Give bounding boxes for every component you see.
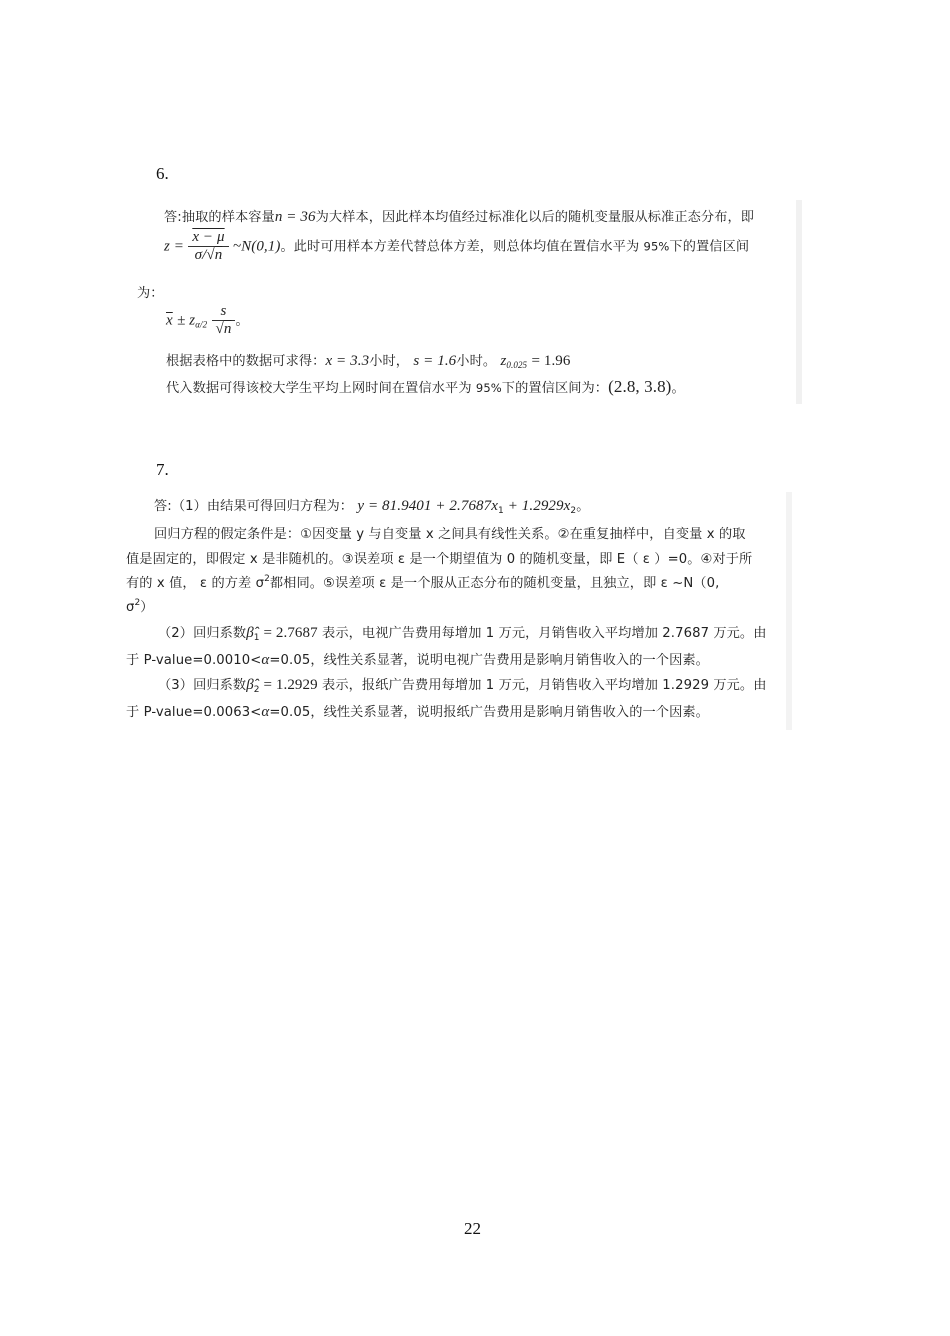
q6-hour1: 小时， bbox=[369, 354, 410, 369]
q7-p2-text: 表示，电视广告费用每增加 1 万元，月销售收入平均增加 2.7687 万元。由 bbox=[322, 626, 767, 641]
q6-z-den-n: n bbox=[214, 247, 223, 263]
q6-ci-formula bbox=[166, 303, 249, 338]
q6-z-crit-val: = 1.96 bbox=[531, 353, 571, 369]
q7-p1-prefix: 答:（1）由结果可得回归方程为： bbox=[154, 499, 354, 514]
q7-p2-val: = 2.7687 bbox=[259, 625, 318, 641]
question-7-number: 7. bbox=[156, 460, 169, 479]
q7-p3-l2-a: 于 P-value=0.0063< bbox=[126, 705, 262, 720]
q6-hour2: 小时。 bbox=[456, 354, 497, 369]
q6-sample-size: n = 36 bbox=[274, 209, 316, 225]
q6-z-num-text: x − μ bbox=[192, 229, 225, 245]
q7-assump-l3-sup: 2 bbox=[264, 574, 270, 584]
q7-assump-l4: σ bbox=[126, 600, 135, 615]
q6-z-crit-sub: 0.025 bbox=[506, 360, 528, 370]
q7-assumption-line3 bbox=[126, 572, 719, 591]
q6-data-prefix: 根据表格中的数据可求得： bbox=[166, 354, 326, 369]
q6-xbar-val: x = 3.3 bbox=[325, 353, 370, 369]
q7-p3-alpha: α bbox=[261, 704, 270, 720]
q7-p3-sub: 2 bbox=[253, 685, 260, 695]
q6-sentence2: 。此时可用样本方差代替总体方差，则总体均值在置信水平为 bbox=[280, 239, 640, 255]
q7-p3-line2 bbox=[126, 701, 709, 721]
q7-p3-line1 bbox=[158, 674, 767, 695]
q6-z-crit-sym: z bbox=[500, 353, 507, 369]
q6-data-line bbox=[166, 350, 571, 370]
q6-ci-end: 。 bbox=[235, 313, 249, 329]
q7-p2-l2-b: =0.05，线性关系显著，说明电视广告费用是影响月销售收入的一个因素。 bbox=[269, 653, 709, 668]
q7-p2-alpha: α bbox=[261, 652, 270, 668]
q7-eq-sub2: 2 bbox=[570, 506, 577, 516]
q6-result-pct: 95% bbox=[475, 381, 502, 395]
q6-sentence2-end: 下的置信区间 bbox=[669, 239, 750, 255]
q7-assump-l4-sup: 2 bbox=[134, 598, 141, 608]
q6-ci-pm: ± z bbox=[177, 312, 196, 329]
q6-ci-sub: α/2 bbox=[195, 319, 208, 330]
q7-assump-l4-end: ） bbox=[140, 600, 154, 615]
q7-eq-end: 。 bbox=[576, 499, 590, 514]
q6-ci-fraction bbox=[212, 303, 236, 338]
q6-result-mid: 下的置信区间为： bbox=[501, 381, 609, 396]
q6-ci-x: $\overline{x}$ bbox=[166, 312, 173, 329]
q7-p2-line1 bbox=[158, 622, 767, 643]
scan-edge-shadow-2 bbox=[786, 492, 792, 730]
q7-eq-plus: + 1.2929x bbox=[503, 498, 571, 514]
q6-pct: 95% bbox=[643, 239, 670, 254]
q6-result-interval: (2.8, 3.8) bbox=[608, 377, 672, 396]
q6-ci-num: s bbox=[212, 303, 236, 321]
q7-eq-sub1: 1 bbox=[498, 506, 504, 516]
q6-z-denominator: σ/√n bbox=[194, 247, 223, 263]
q6-z-numerator bbox=[188, 229, 228, 247]
q6-z-rhs: ~N(0,1) bbox=[232, 238, 281, 255]
q7-p2-sub: 1 bbox=[253, 633, 260, 643]
q7-assump-l3: 有的 x 值， ε 的方差 σ bbox=[126, 576, 265, 591]
q7-p2-beta: β̂ bbox=[246, 625, 254, 641]
q6-result-line bbox=[166, 377, 685, 397]
q7-assumption-line1: 回归方程的假定条件是：①因变量 y 与自变量 x 之间具有线性关系。②在重复抽样中，自变量 x 的取 bbox=[154, 527, 746, 542]
q7-p2-l2-a: 于 P-value=0.0010< bbox=[126, 653, 262, 668]
page-number: 22 bbox=[464, 1219, 481, 1238]
q6-wei: 为： bbox=[137, 286, 164, 301]
q6-z-den-sigma: σ bbox=[194, 247, 203, 263]
q7-p3-val: = 1.2929 bbox=[259, 677, 318, 693]
question-6-number: 6. bbox=[156, 164, 169, 183]
q7-p3-text: 表示，报纸广告费用每增加 1 万元，月销售收入平均增加 1.2929 万元。由 bbox=[322, 678, 767, 693]
q7-p3-beta: β̂ bbox=[246, 677, 254, 693]
q7-p2-line2 bbox=[126, 649, 709, 669]
q6-z-lhs: z = bbox=[164, 238, 185, 255]
q7-p3-l2-b: =0.05，线性关系显著，说明报纸广告费用是影响月销售收入的一个因素。 bbox=[269, 705, 709, 720]
q6-answer-line1 bbox=[164, 206, 754, 226]
q7-assump-l3-b: 都相同。⑤误差项 ε 是一个服从正态分布的随机变量，且独立，即 ε ~N（0, bbox=[269, 576, 720, 591]
q6-answer-intro: 答:抽取的样本容量 bbox=[164, 210, 275, 225]
q6-result-prefix: 代入数据可得该校大学生平均上网时间在置信水平为 bbox=[166, 381, 472, 396]
q6-ci-den-wrap: √n bbox=[215, 321, 232, 337]
q6-ci-den: n bbox=[223, 321, 232, 337]
q7-assumption-line4 bbox=[126, 596, 154, 615]
q6-after-n: 为大样本，因此样本均值经过标准化以后的随机变量服从标准正态分布，即 bbox=[315, 210, 755, 225]
q7-p2-prefix: （2）回归系数 bbox=[158, 626, 247, 641]
q6-s-val: s = 1.6 bbox=[413, 353, 457, 369]
q7-p3-prefix: （3）回归系数 bbox=[158, 678, 247, 693]
scan-edge-shadow bbox=[796, 200, 802, 404]
q6-z-fraction bbox=[188, 229, 228, 264]
q7-equation: y = 81.9401 + 2.7687x bbox=[357, 498, 499, 514]
q6-formula-line bbox=[164, 229, 749, 264]
q7-assumption-line2: 值是固定的，即假定 x 是非随机的。③误差项 ε 是一个期望值为 0 的随机变量，即 E（ ε ）=0。④对于所 bbox=[126, 552, 753, 567]
q7-p1-line bbox=[154, 495, 590, 516]
q6-result-end: 。 bbox=[671, 381, 685, 396]
